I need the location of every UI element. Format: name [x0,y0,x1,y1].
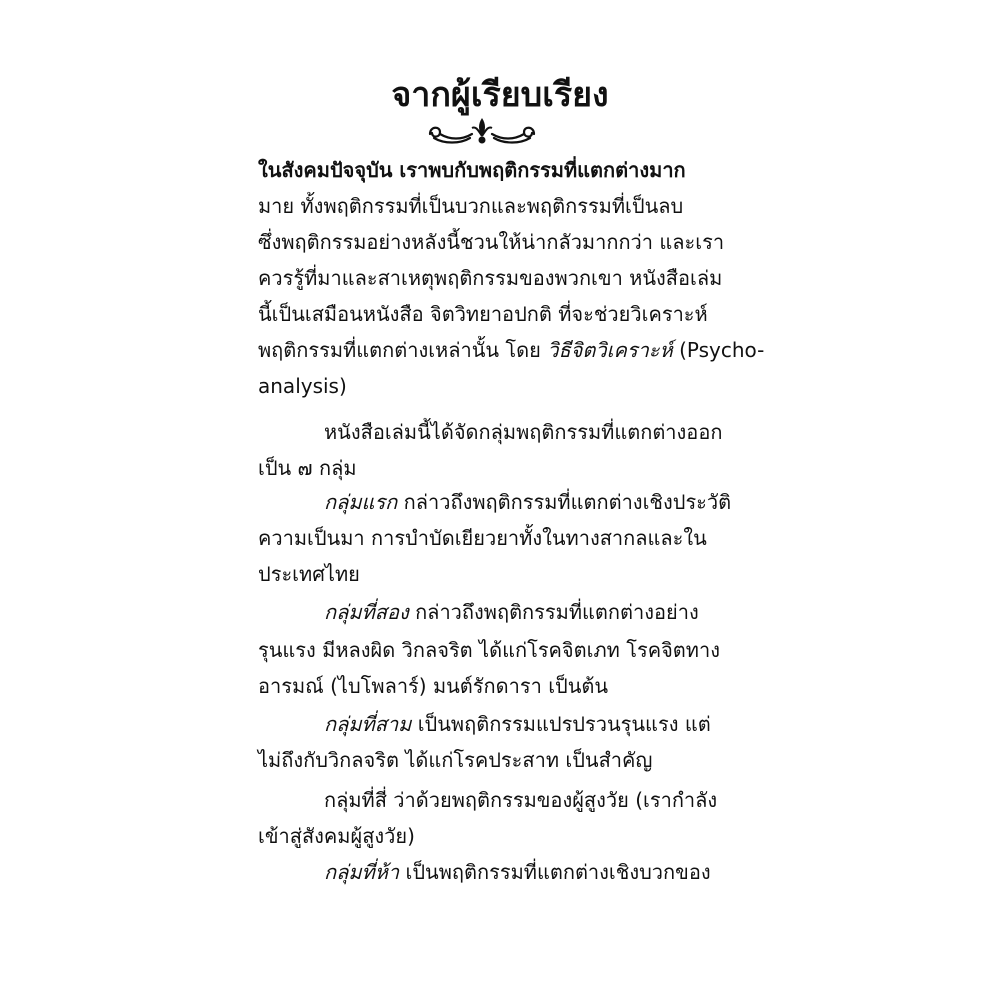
text-line: ประเทศไทย [258,562,360,586]
text-line: กลุ่มที่สี่ ว่าด้วยพฤติกรรมของผู้สูงวัย (เรากำลัง [324,788,718,812]
scroll-ornament-icon [420,114,544,148]
text-line: มาย ทั้งพฤติกรรมที่เป็นบวกและพฤติกรรมที่เป็นลบ [258,194,684,218]
text-line [258,484,732,520]
text-line: เป็น ๗ กลุ่ม [258,456,357,480]
text-line [258,854,710,890]
text-fragment: (Psycho- [672,338,765,362]
text-fragment: พฤติกรรมที่แตกต่างเหล่านั้น โดย [258,338,548,362]
text-fragment: กล่าวถึงพฤติกรรมที่แตกต่างเชิงประวัติ [397,490,732,514]
italic-term: กลุ่มที่สอง [324,600,409,624]
text-line: ซึ่งพฤติกรรมอย่างหลังนี้ชวนให้น่ากลัวมากกว่า และเรา [258,230,725,254]
text-line: เข้าสู่สังคมผู้สูงวัย) [258,824,415,848]
text-line: ควรรู้ที่มาและสาเหตุพฤติกรรมของพวกเขา หนังสือเล่ม [258,266,723,290]
text-line: ไม่ถึงกับวิกลจริต ได้แก่โรคประสาท เป็นสำคัญ [258,748,653,772]
text-line: ความเป็นมา การบำบัดเยียวยาทั้งในทางสากลและใน [258,526,707,550]
italic-term: กลุ่มแรก [324,490,398,514]
text-line: อารมณ์ (ไบโพลาร์) มนต์รักดารา เป็นต้น [258,674,609,698]
page-title: จากผู้เรียบเรียง [391,75,609,115]
text-line [258,706,710,742]
text-fragment: เป็นพฤติกรรมที่แตกต่างเชิงบวกของ [399,860,711,884]
text-fragment: เป็นพฤติกรรมแปรปรวนรุนแรง แต่ [411,712,711,736]
text-line: หนังสือเล่มนี้ได้จัดกลุ่มพฤติกรรมที่แตกต่างออก [324,420,723,444]
italic-term: กลุ่มที่ห้า [324,860,400,884]
text-fragment: กล่าวถึงพฤติกรรมที่แตกต่างอย่าง [408,600,699,624]
text-line [258,332,765,368]
text-line: analysis) [258,374,347,398]
text-line: รุนแรง มีหลงผิด วิกลจริต ได้แก่โรคจิตเภท โรคจิตทาง [258,638,720,662]
text-line [258,594,710,630]
text-line: นี้เป็นเสมือนหนังสือ จิตวิทยาอปกติ ที่จะช่วยวิเคราะห์ [258,302,708,326]
italic-term: กลุ่มที่สาม [324,712,412,736]
italic-term: วิธีจิตวิเคราะห์ [547,338,673,362]
text-line: ในสังคมปัจจุบัน เราพบกับพฤติกรรมที่แตกต่างมาก [258,158,686,182]
